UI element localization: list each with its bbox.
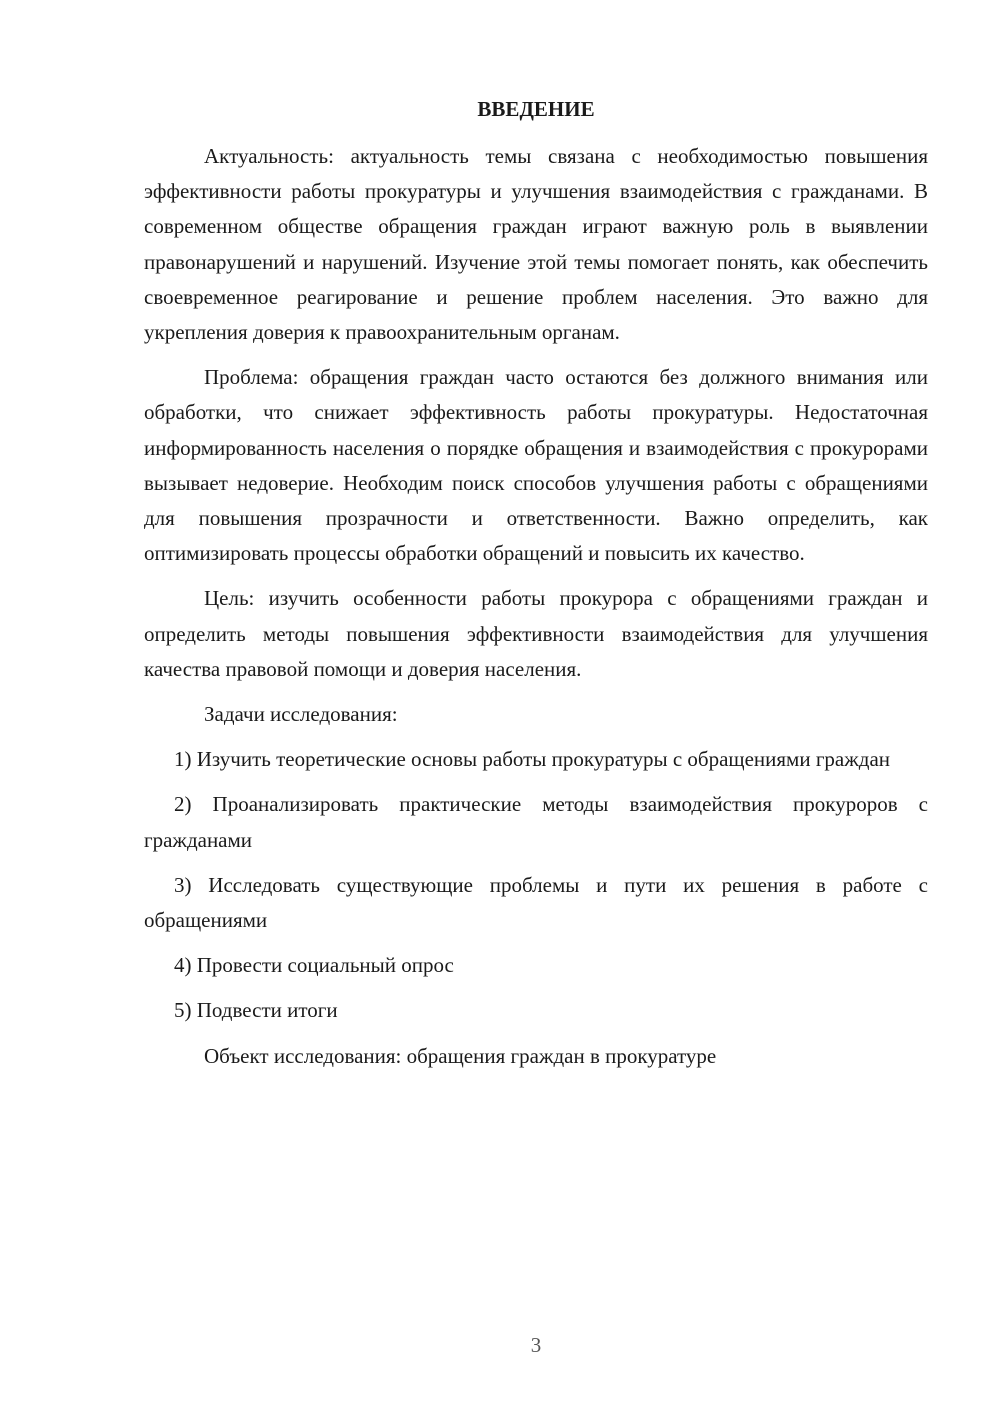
task-item-2: 2) Проанализировать практические методы взаимодействия прокуроров с гражданами <box>144 792 928 852</box>
research-object: Объект исследования: обращения граждан в прокуратуре <box>204 1043 717 1068</box>
document-title: ВВЕДЕНИЕ <box>477 97 595 121</box>
task-item-1: 1) Изучить теоретические основы работы прокуратуры с обращениями граждан <box>174 747 891 772</box>
document-page <box>144 92 928 1084</box>
page-number: 3 <box>530 1333 542 1357</box>
paragraph-goal: Цель: изучить особенности работы прокурора с обращениями граждан и определить методы повышения эффективности взаимодействия для улучшения качества правовой помощи и доверия населения. <box>144 586 928 681</box>
task-item-4: 4) Провести социальный опрос <box>174 953 454 978</box>
task-item-3: 3) Исследовать существующие проблемы и пути их решения в работе с обращениями <box>144 872 928 933</box>
paragraph-problem: Проблема: обращения граждан часто остаются без должного внимания или обработки, что снижает эффективность работы прокуратуры. Недостаточная информированность населения о порядке обращения и взаимодействия с прокурорами вызывает недоверие. Необходим поиск способов улучшения работы с обращениями для повышения прозрачности и ответственности. Важно определить, как оптимизировать процессы обработки обращений и повысить их качество. <box>144 365 928 566</box>
tasks-heading: Задачи исследования: <box>204 702 398 727</box>
paragraph-relevance: Актуальность: актуальность темы связана с необходимостью повышения эффективности работы прокуратуры и улучшения взаимодействия с гражданами. В современном обществе обращения граждан играют важную роль в выявлении правонарушений и нарушений. Изучение этой темы помогает понять, как обеспечить своевременное реагирование и решение проблем населения. Это важно для укрепления доверия к правоохранительным органам. <box>144 144 928 345</box>
task-item-5: 5) Подвести итоги <box>174 998 338 1023</box>
